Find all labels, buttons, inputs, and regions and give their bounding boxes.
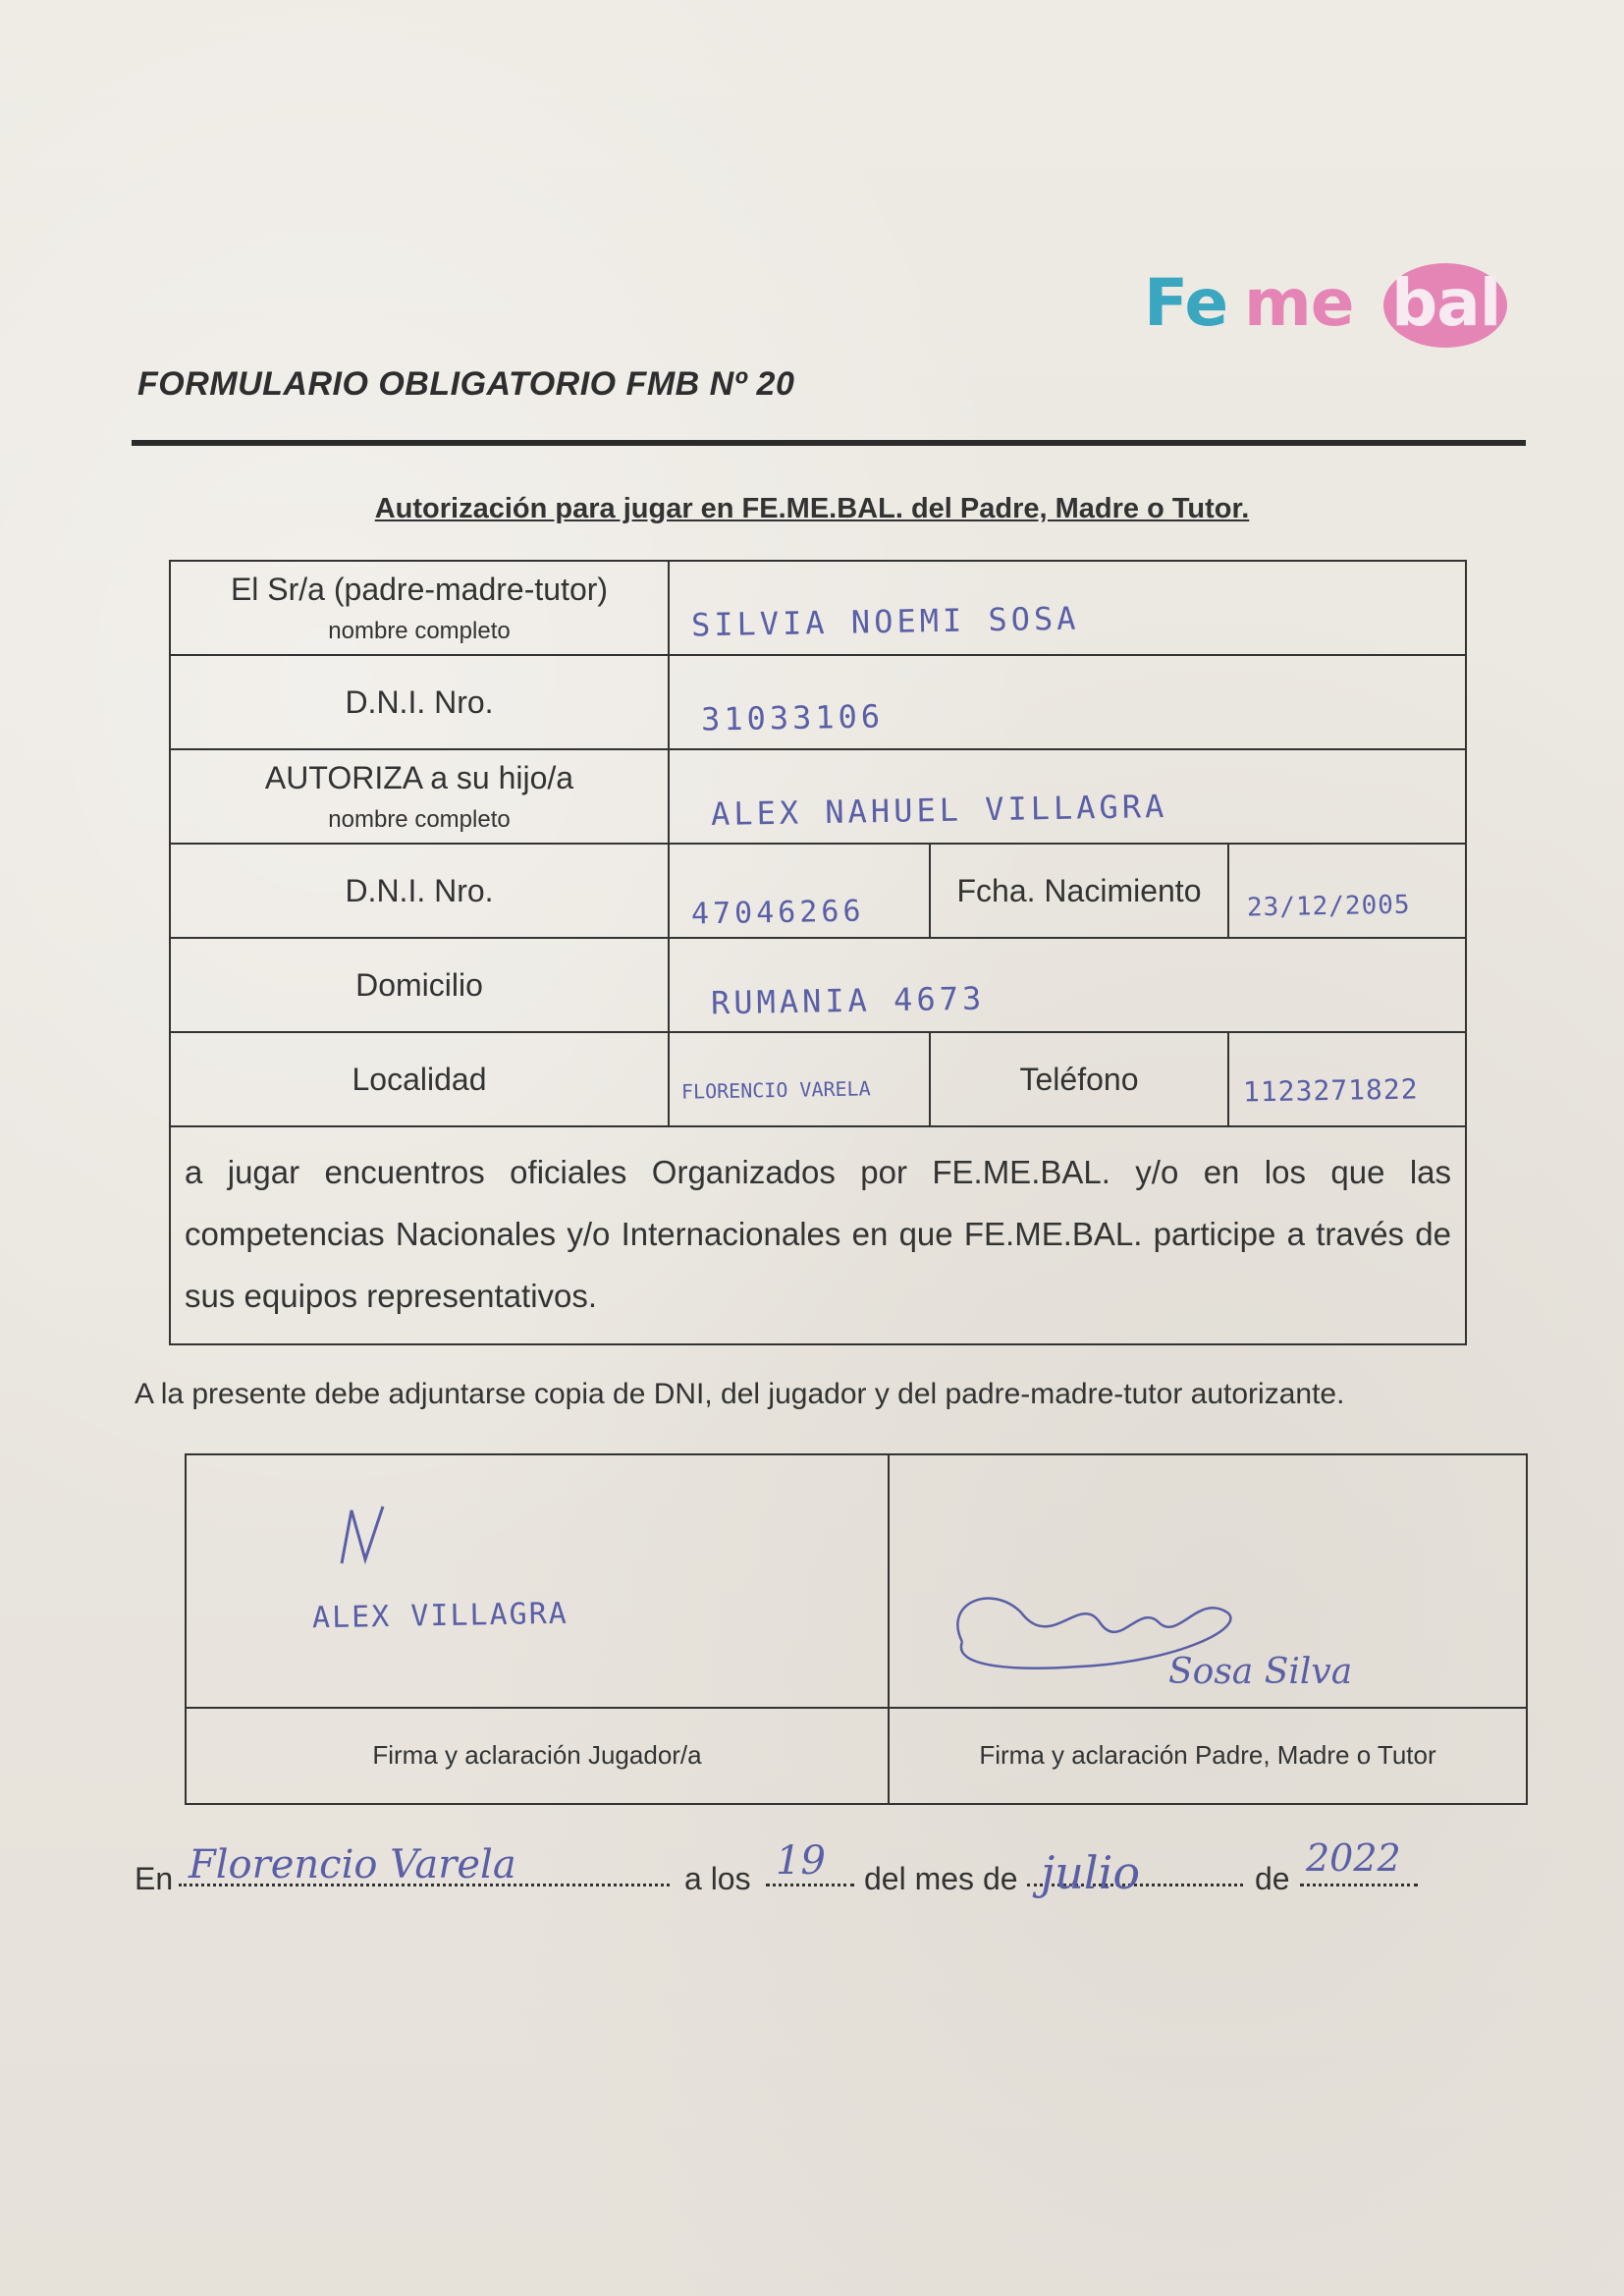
child-dni-label-cell bbox=[171, 845, 668, 937]
subtitle-wrapper bbox=[0, 493, 1624, 525]
player-signature-text: ALEX VILLAGRA bbox=[311, 1596, 569, 1636]
form-title: FORMULARIO OBLIGATORIO FMB Nº 20 bbox=[137, 365, 795, 403]
footer-day-line bbox=[766, 1884, 854, 1886]
birth-label: Fcha. Nacimiento bbox=[956, 872, 1202, 908]
parent-name-value[interactable]: SILVIA NOEMI SOSA bbox=[690, 599, 1080, 644]
parent-signature-text: Sosa Silva bbox=[1168, 1652, 1353, 1692]
logo-part-bal: bal bbox=[1391, 265, 1501, 341]
parent-label-cell bbox=[171, 562, 668, 654]
row-divider bbox=[171, 1125, 1465, 1127]
child-label: AUTORIZA a su hijo/a bbox=[264, 759, 574, 795]
phone-label-cell bbox=[931, 1033, 1227, 1125]
locality-value[interactable]: FLORENCIO VARELA bbox=[680, 1076, 871, 1104]
parent-dni-label: D.N.I. Nro. bbox=[345, 683, 494, 720]
footer-mes-label: del mes de bbox=[864, 1861, 1018, 1896]
parent-dni-value[interactable]: 31033106 bbox=[700, 697, 885, 738]
parent-dni-label-cell bbox=[171, 656, 668, 748]
parent-sublabel: nombre completo bbox=[328, 617, 511, 644]
parent-signature-label: Firma y aclaración Padre, Madre o Tutor bbox=[979, 1740, 1436, 1770]
footer-place-value[interactable]: Florencio Varela bbox=[189, 1842, 516, 1887]
child-sublabel: nombre completo bbox=[328, 805, 511, 833]
signature-table bbox=[185, 1453, 1528, 1805]
column-divider bbox=[668, 562, 670, 1125]
birth-label-cell bbox=[931, 845, 1227, 937]
footer-year-value[interactable]: 2022 bbox=[1306, 1836, 1401, 1880]
attachment-note: A la presente debe adjuntarse copia de DNI, del jugador y del padre-madre-tutor autorizante. bbox=[135, 1378, 1345, 1410]
address-label-cell bbox=[171, 939, 668, 1031]
locality-label: Localidad bbox=[352, 1061, 487, 1097]
player-signature-mark bbox=[334, 1503, 393, 1571]
address-value[interactable]: RUMANIA 4673 bbox=[710, 979, 986, 1022]
child-label-cell bbox=[171, 750, 668, 843]
parent-label: El Sr/a (padre-madre-tutor) bbox=[230, 571, 609, 607]
locality-label-cell bbox=[171, 1033, 668, 1125]
footer-a-los-label: a los bbox=[684, 1861, 751, 1896]
footer-de-label: de bbox=[1255, 1861, 1290, 1896]
footer-month-value[interactable]: julio bbox=[1041, 1846, 1141, 1899]
child-dni-label: D.N.I. Nro. bbox=[345, 872, 494, 908]
authorization-table bbox=[169, 560, 1467, 1345]
child-dni-value[interactable]: 47046266 bbox=[690, 894, 865, 932]
footer-year-line bbox=[1300, 1884, 1418, 1886]
birth-date-value[interactable]: 23/12/2005 bbox=[1246, 890, 1411, 923]
signature-row-divider bbox=[187, 1707, 1526, 1709]
player-signature-label: Firma y aclaración Jugador/a bbox=[372, 1740, 702, 1770]
child-name-value[interactable]: ALEX NAHUEL VILLAGRA bbox=[710, 787, 1168, 834]
phone-label: Teléfono bbox=[1019, 1061, 1139, 1097]
femebal-logo bbox=[1144, 257, 1517, 355]
authorization-text: a jugar encuentros oficiales Organizados por FE.ME.BAL. y/o en los que las competencias Nacionales y/o Internacionales en que FE.ME.BAL. participe a través de sus equipos representativos. bbox=[185, 1154, 1451, 1314]
phone-value[interactable]: 1123271822 bbox=[1242, 1072, 1419, 1109]
column-divider bbox=[1227, 843, 1229, 937]
column-divider bbox=[1227, 1031, 1229, 1125]
logo-part-me: me bbox=[1244, 265, 1354, 341]
footer-en-label: En bbox=[135, 1861, 174, 1896]
subtitle: Autorización para jugar en FE.ME.BAL. del Padre, Madre o Tutor. bbox=[374, 493, 1250, 524]
title-divider bbox=[132, 440, 1526, 446]
logo-part-fe: Fe bbox=[1144, 265, 1228, 341]
footer-day-value[interactable]: 19 bbox=[776, 1838, 826, 1884]
address-label: Domicilio bbox=[355, 966, 483, 1003]
